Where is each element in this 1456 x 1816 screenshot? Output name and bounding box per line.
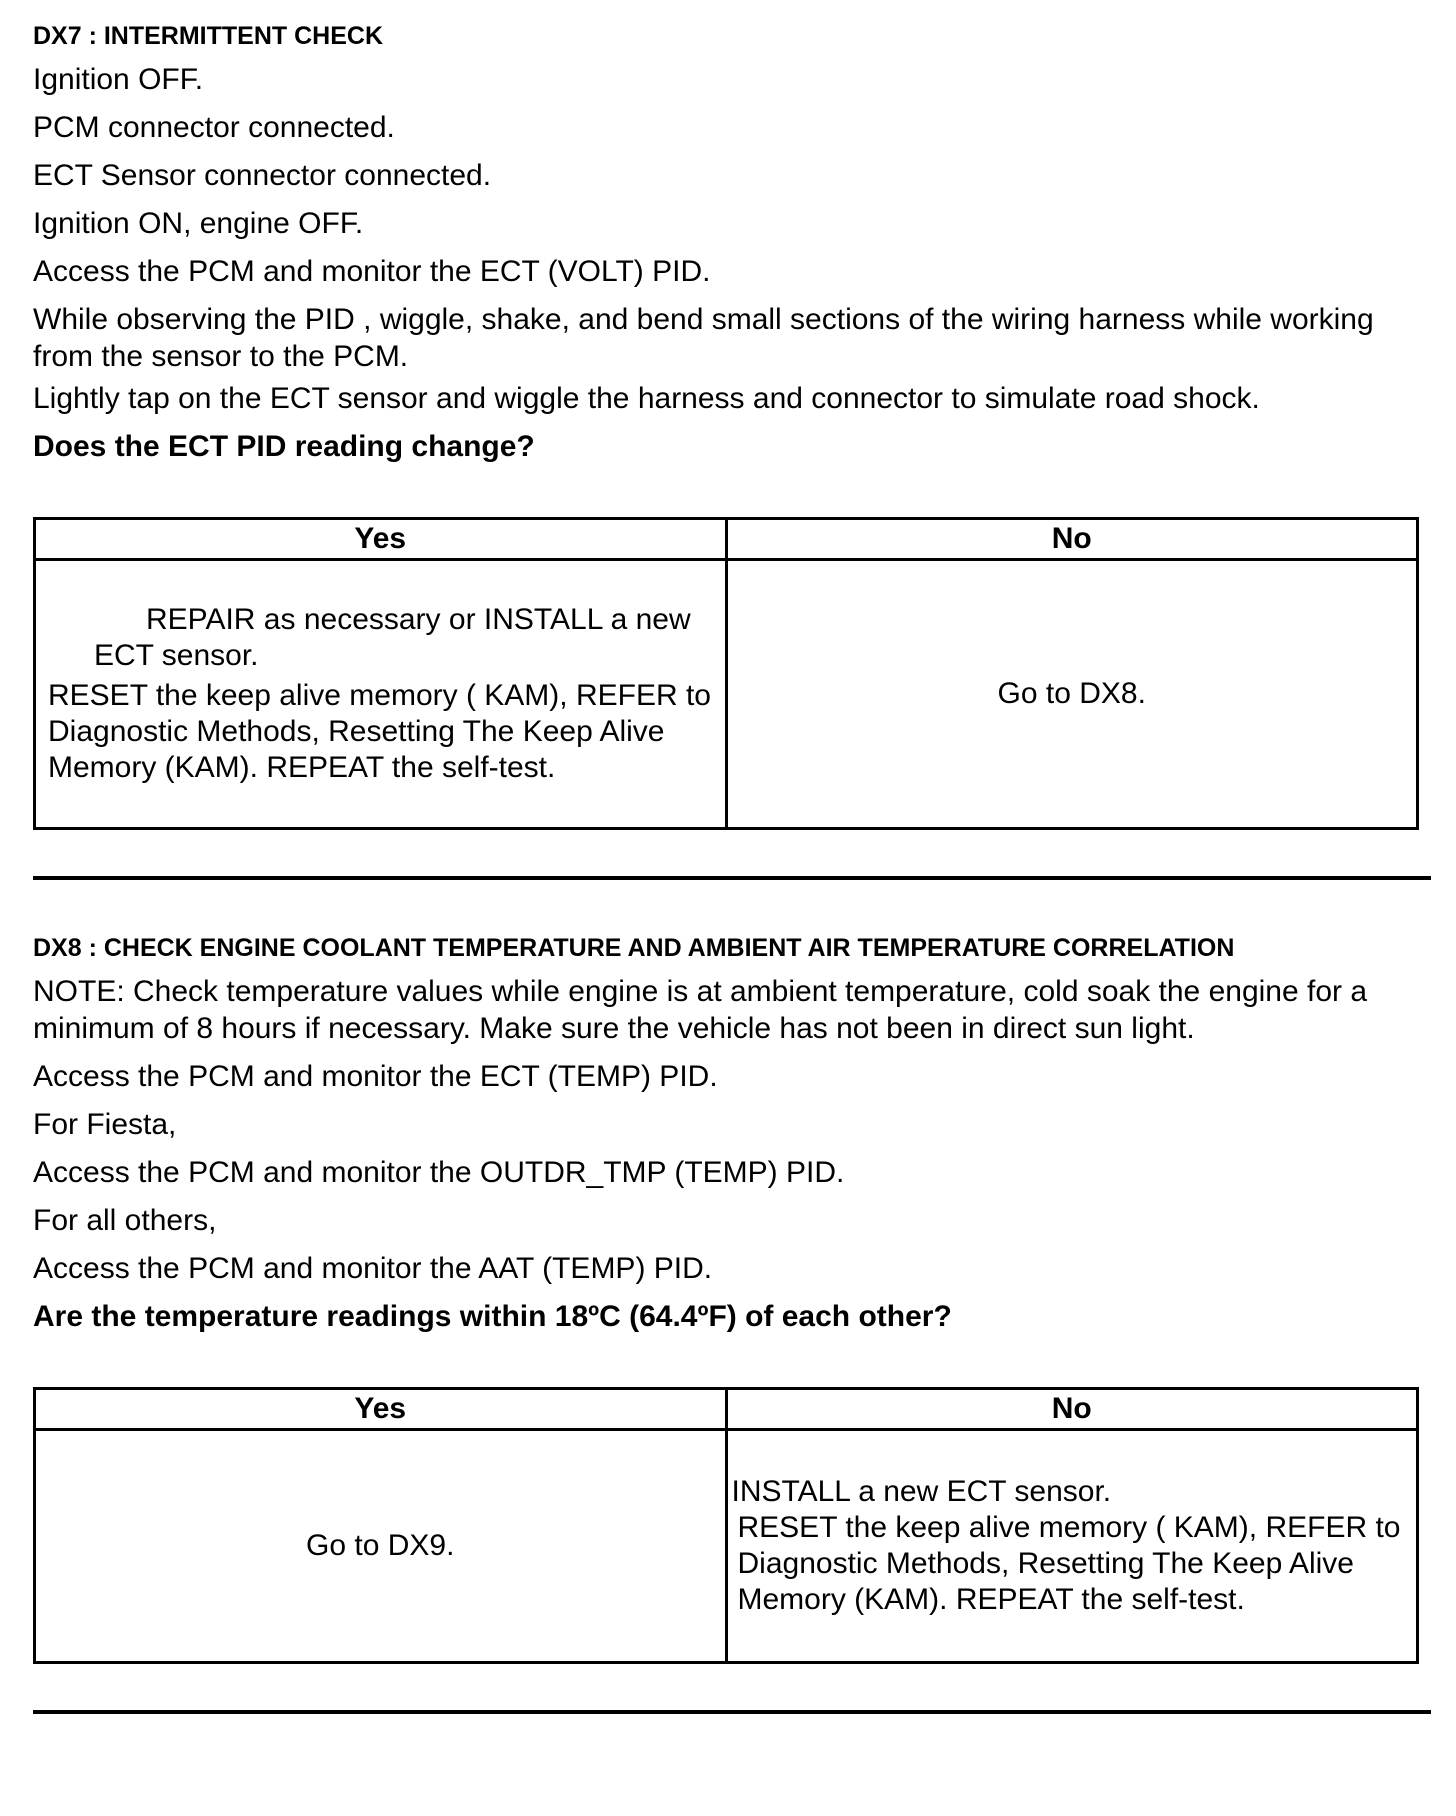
dx8-step: Access the PCM and monitor the ECT (TEMP) PID. bbox=[33, 1060, 718, 1093]
yes-cell bbox=[35, 1430, 727, 1663]
document-page bbox=[33, 22, 1433, 1714]
dx7-step: Ignition OFF. bbox=[33, 63, 204, 96]
dx8-yes-no-table bbox=[33, 1387, 1419, 1664]
dx8-step: For Fiesta, bbox=[33, 1108, 177, 1141]
table-header-row bbox=[35, 1389, 1418, 1430]
dx7-heading: DX7 : INTERMITTENT CHECK bbox=[33, 22, 383, 50]
dx8-question: Are the temperature readings within 18ºC (64.4ºF) of each other? bbox=[33, 1300, 952, 1333]
dx7-step: Access the PCM and monitor the ECT (VOLT) PID. bbox=[33, 255, 711, 288]
table-row bbox=[35, 1430, 1418, 1663]
no-cell bbox=[726, 1430, 1418, 1663]
table-row bbox=[35, 560, 1418, 829]
dx7-section bbox=[33, 22, 1433, 830]
yes-cell bbox=[35, 560, 727, 829]
dx7-step: ECT Sensor connector connected. bbox=[33, 159, 492, 192]
no-cell bbox=[726, 560, 1418, 829]
dx8-section bbox=[33, 934, 1433, 1664]
yes-cell-text: Go to DX9. bbox=[306, 1529, 455, 1562]
dx8-step: Access the PCM and monitor the AAT (TEMP) PID. bbox=[33, 1252, 713, 1285]
no-cell-text: Go to DX8. bbox=[997, 677, 1146, 710]
yes-column-header: Yes bbox=[35, 519, 727, 560]
dx8-step: For all others, bbox=[33, 1204, 217, 1237]
section-divider bbox=[33, 1710, 1431, 1714]
yes-cell-line: RESET the keep alive memory ( KAM), REFER to Diagnostic Methods, Resetting The Keep Alive Memory (KAM). REPEAT the self-test. bbox=[48, 679, 711, 784]
no-cell-line: INSTALL a new ECT sensor. bbox=[731, 1475, 1112, 1508]
dx7-yes-no-table bbox=[33, 517, 1419, 830]
no-column-header: No bbox=[726, 519, 1418, 560]
no-column-header: No bbox=[726, 1389, 1418, 1430]
yes-cell-line: REPAIR as necessary or INSTALL a new ECT sensor. bbox=[94, 603, 691, 672]
table-header-row bbox=[35, 519, 1418, 560]
dx7-step: Lightly tap on the ECT sensor and wiggle the harness and connector to simulate road shock. bbox=[33, 382, 1260, 415]
no-cell-line: RESET the keep alive memory ( KAM), REFER to Diagnostic Methods, Resetting The Keep Alive Memory (KAM). REPEAT the self-test. bbox=[737, 1511, 1401, 1616]
dx7-step: PCM connector connected. bbox=[33, 111, 395, 144]
yes-column-header: Yes bbox=[35, 1389, 727, 1430]
dx7-step: While observing the PID , wiggle, shake, and bend small sections of the wiring harness while working from the sensor to the PCM. bbox=[33, 303, 1374, 373]
dx7-step: Ignition ON, engine OFF. bbox=[33, 207, 364, 240]
dx8-step: Access the PCM and monitor the OUTDR_TMP (TEMP) PID. bbox=[33, 1156, 845, 1189]
dx7-question: Does the ECT PID reading change? bbox=[33, 430, 535, 463]
dx8-note: NOTE: Check temperature values while engine is at ambient temperature, cold soak the engine for a minimum of 8 hours if necessary. Make sure the vehicle has not been in direct sun light. bbox=[33, 975, 1368, 1045]
dx8-heading: DX8 : CHECK ENGINE COOLANT TEMPERATURE AND AMBIENT AIR TEMPERATURE CORRELATION bbox=[33, 934, 1235, 962]
